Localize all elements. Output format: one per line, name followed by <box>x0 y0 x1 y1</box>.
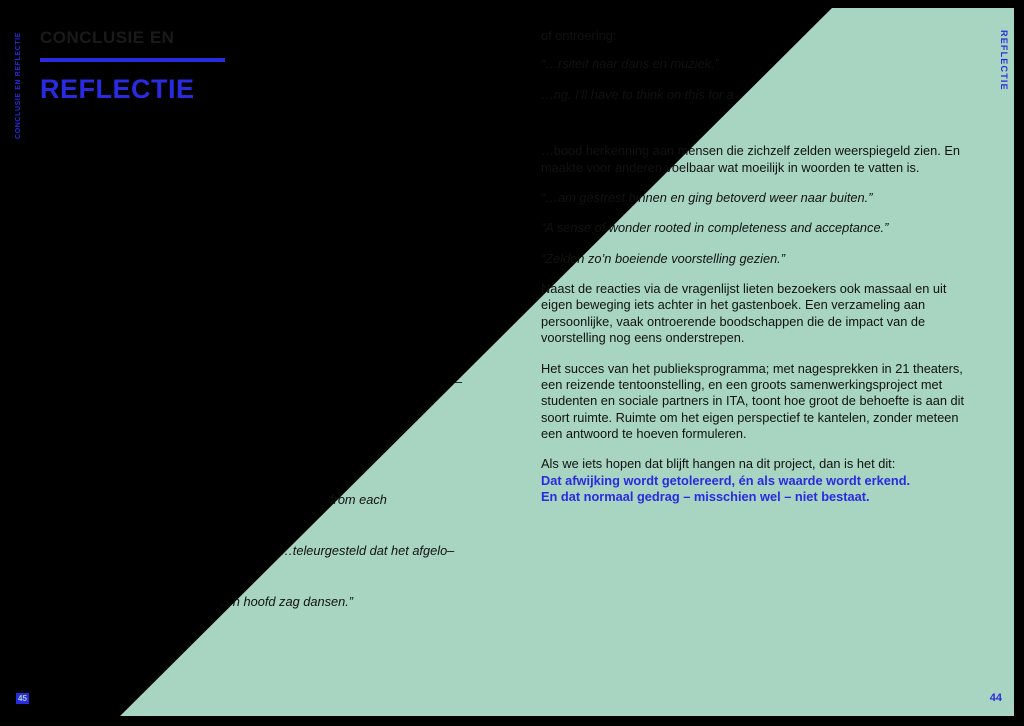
quote-top-1: “…rsiteit naar dans en muziek.” <box>541 56 719 72</box>
closing-lead: Als we iets hopen dat blijft hangen na dit project, dan is het dit: <box>541 456 896 472</box>
quote-middle-2: “A sense of wonder rooted in completeness and acceptance.” <box>541 220 889 236</box>
paragraph-recognition: …bood herkenning aan mensen die zichzelf zelden weerspiegeld zien. En maakte voor anderen voelbaar wat moeilijk in woorden te vatten is. <box>541 143 961 175</box>
frame-right-border <box>1014 0 1024 726</box>
obscured-fragment: …teleurgesteld dat het afgelo– <box>280 543 455 558</box>
side-tab-left: CONCLUSIE EN REFLECTIE <box>15 32 22 139</box>
main-text-column <box>541 28 981 506</box>
obscured-fragment: …n hoofd zag dansen.” <box>220 594 354 609</box>
frame-bottom-border <box>0 716 1024 726</box>
side-tab-right: REFLECTIE <box>999 30 1009 91</box>
obscured-fragment: – <box>455 374 463 389</box>
page-title: REFLECTIE <box>40 74 195 105</box>
header-rule <box>40 58 225 62</box>
quote-middle-3: “Zelden zo’n boeiende voorstelling gezien.” <box>541 250 786 266</box>
closing-line-2: En dat normaal gedrag – misschien wel – niet bestaat. <box>541 489 870 505</box>
closing-line-1: Dat afwijking wordt getolereerd, én als waarde wordt erkend. <box>541 472 911 488</box>
page-number-right: 44 <box>989 692 1002 704</box>
chapter-kicker: CONCLUSIE EN <box>40 28 175 47</box>
obscured-fragment: from each <box>330 492 387 507</box>
paragraph-success: Het succes van het publieksprogramma; met nagesprekken in 21 theaters, een reizende tentoonstelling, en een groots samenwerkingsproject met studenten en sociale partners in ITA, toont hoe groot de behoefte is aan dit soort ruimte. Ruimte om het eigen perspectief te kantelen, zonder meteen een antwoord te hoeven formuleren. <box>541 360 965 441</box>
page-number-left: 45 <box>18 694 27 703</box>
paragraph-guestbook: Naast de reacties via de vragenlijst lieten bezoekers ook massaal en uit eigen beweging iets achter in het gastenboek. Een verzameling aan persoonlijke, vaak ontroerende boodschappen die de impact van de voorstelling nog eens onderstrepen. <box>541 281 947 346</box>
frame-top-border <box>0 0 1024 8</box>
chapter-header <box>40 28 460 105</box>
intro-line: of ontroering: <box>541 28 617 43</box>
quote-top-2: …ng. I’ll have to think on this for a <box>541 86 734 102</box>
quote-middle-1: “…am gestrest binnen en ging betoverd weer naar buiten.” <box>541 189 873 205</box>
